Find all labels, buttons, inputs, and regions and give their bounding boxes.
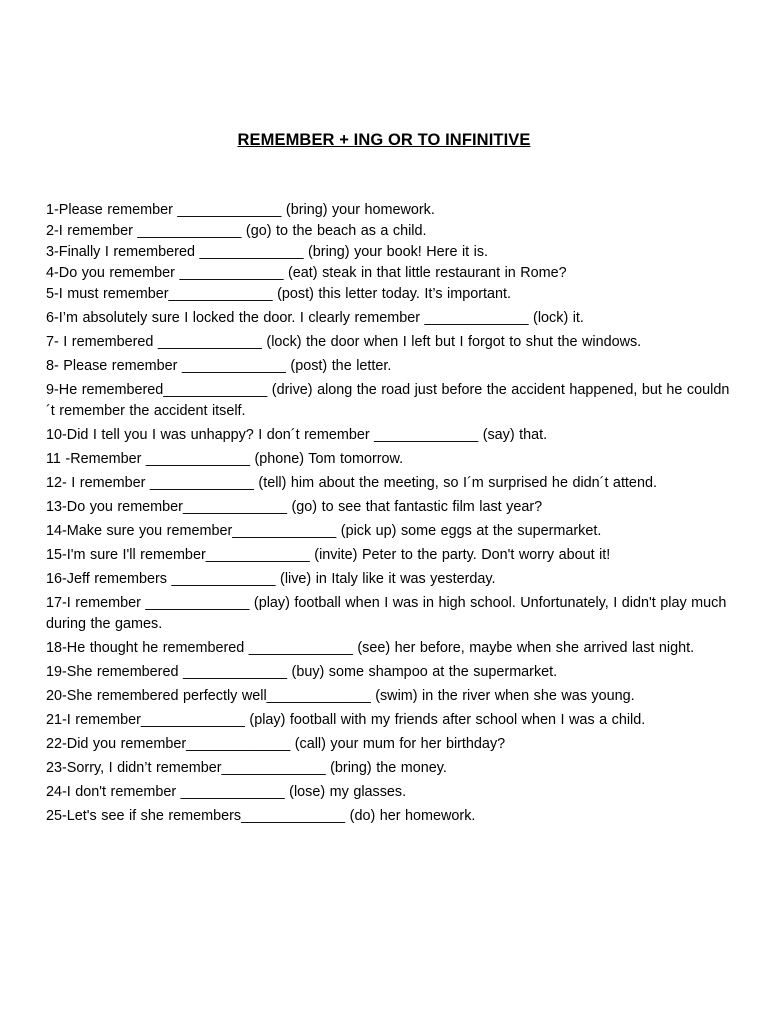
exercise-item-3: 3-Finally I remembered _____________ (bring) your book! Here it is. — [46, 244, 489, 260]
exercise-item-21: 21-I remember_____________ (play) football with my friends after school when I was a child. — [46, 712, 646, 728]
exercise-item-15: 15-I'm sure I'll remember_____________ (invite) Peter to the party. Don't worry about it! — [46, 547, 611, 563]
exercise-item-5: 5-I must remember_____________ (post) this letter today. It’s important. — [46, 286, 511, 302]
exercise-item-17: 17-I remember _____________ (play) football when I was in high school. Unfortunately, I didn't play much during the games. — [46, 595, 727, 632]
exercise-list — [46, 200, 736, 830]
exercise-item-12: 12- I remember _____________ (tell) him about the meeting, so I´m surprised he didn´t attend. — [46, 475, 657, 491]
exercise-item-24: 24-I don't remember _____________ (lose) my glasses. — [46, 784, 407, 800]
exercise-item-6: 6-I’m absolutely sure I locked the door. I clearly remember _____________ (lock) it. — [46, 310, 584, 326]
exercise-item-18: 18-He thought he remembered _____________ (see) her before, maybe when she arrived last night. — [46, 640, 695, 656]
exercise-item-23: 23-Sorry, I didn’t remember_____________ (bring) the money. — [46, 760, 447, 776]
exercise-item-22: 22-Did you remember_____________ (call) your mum for her birthday? — [46, 736, 506, 752]
exercise-item-10: 10-Did I tell you I was unhappy? I don´t remember _____________ (say) that. — [46, 427, 548, 443]
page-title: REMEMBER + ING OR TO INFINITIVE — [237, 131, 531, 149]
exercise-item-4: 4-Do you remember _____________ (eat) steak in that little restaurant in Rome? — [46, 265, 567, 281]
exercise-item-1: 1-Please remember _____________ (bring) your homework. — [46, 202, 435, 218]
exercise-item-16: 16-Jeff remembers _____________ (live) in Italy like it was yesterday. — [46, 571, 496, 587]
exercise-item-13: 13-Do you remember_____________ (go) to see that fantastic film last year? — [46, 499, 543, 515]
exercise-item-2: 2-I remember _____________ (go) to the beach as a child. — [46, 223, 427, 239]
exercise-item-7: 7- I remembered _____________ (lock) the door when I left but I forgot to shut the windows. — [46, 334, 642, 350]
exercise-item-25: 25-Let's see if she remembers_____________ (do) her homework. — [46, 808, 476, 824]
exercise-item-11: 11 -Remember _____________ (phone) Tom tomorrow. — [46, 451, 404, 467]
exercise-item-9: 9-He remembered_____________ (drive) along the road just before the accident happened, but he couldn´t remember the accident itself. — [46, 382, 730, 419]
exercise-item-14: 14-Make sure you remember_____________ (pick up) some eggs at the supermarket. — [46, 523, 602, 539]
exercise-item-19: 19-She remembered _____________ (buy) some shampoo at the supermarket. — [46, 664, 558, 680]
exercise-item-8: 8- Please remember _____________ (post) the letter. — [46, 358, 392, 374]
exercise-item-20: 20-She remembered perfectly well_____________ (swim) in the river when she was young. — [46, 688, 635, 704]
